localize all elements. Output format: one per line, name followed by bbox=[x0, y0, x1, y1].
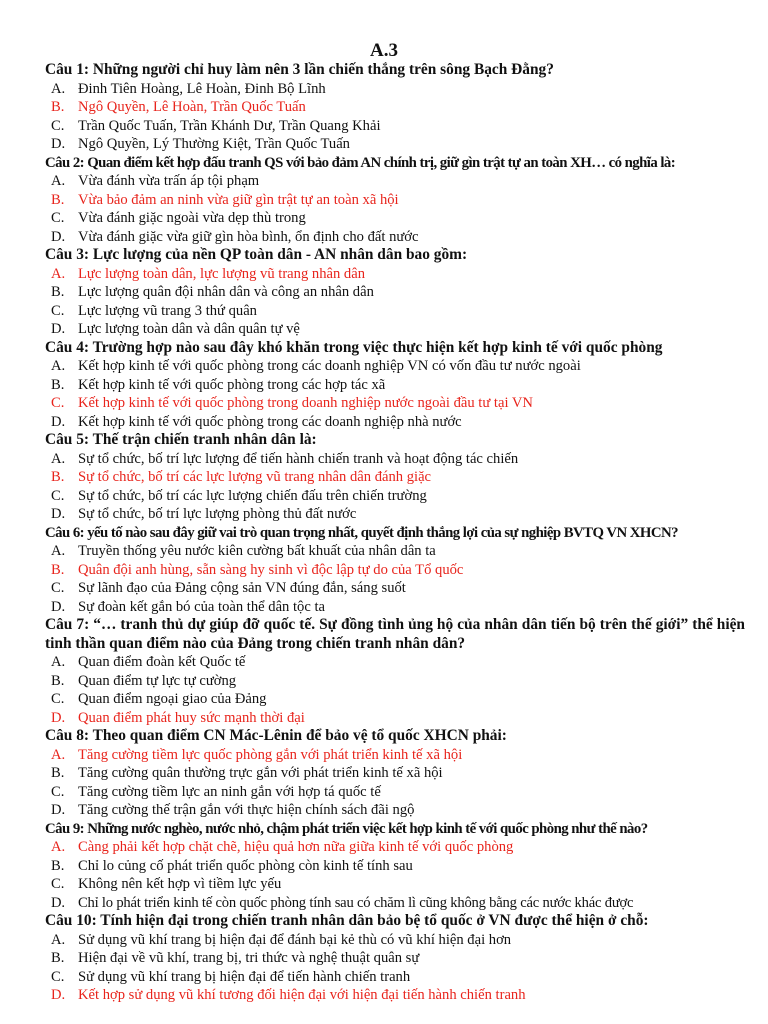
option-text: Tăng cường thế trận gắn với thực hiện chính sách đãi ngộ bbox=[78, 802, 415, 818]
option-letter: B. bbox=[51, 672, 65, 689]
answer-option bbox=[45, 413, 745, 432]
option-letter: C. bbox=[51, 395, 65, 411]
option-letter: C. bbox=[51, 117, 65, 134]
answer-option bbox=[45, 801, 745, 820]
answer-option bbox=[45, 450, 745, 469]
option-text: Sự tổ chức, bố trí các lực lượng vũ trang nhân dân đánh giặc bbox=[78, 469, 432, 485]
option-letter: B. bbox=[51, 561, 65, 578]
option-letter: B. bbox=[51, 857, 65, 874]
option-letter: A. bbox=[51, 931, 66, 948]
option-letter: C. bbox=[51, 580, 65, 596]
option-text: Chỉ lo phát triển kinh tế còn quốc phòng tính sau có chăm lì cũng không bằng các nước khác được bbox=[78, 894, 634, 911]
option-text: Lực lượng toàn dân, lực lượng vũ trang nhân dân bbox=[78, 265, 365, 282]
answer-option bbox=[45, 228, 745, 247]
answer-option bbox=[45, 283, 745, 302]
answer-option bbox=[45, 690, 745, 709]
answer-option bbox=[45, 376, 745, 395]
question-1: Câu 1: Những người chỉ huy làm nên 3 lần chiến thắng trên sông Bạch Đằng? bbox=[45, 61, 554, 78]
option-letter: A. bbox=[51, 839, 66, 855]
option-text: Lực lượng toàn dân và dân quân tự vệ bbox=[78, 321, 300, 337]
option-text: Kết hợp kinh tế với quốc phòng trong doanh nghiệp nước ngoài đầu tư tại VN bbox=[78, 395, 533, 411]
option-letter: B. bbox=[51, 376, 65, 393]
option-text: Vừa đánh vừa trấn áp tội phạm bbox=[78, 173, 260, 189]
answer-option bbox=[45, 505, 745, 524]
answer-option bbox=[45, 209, 745, 228]
option-letter: A. bbox=[51, 450, 66, 467]
option-text: Ngô Quyền, Lý Thường Kiệt, Trần Quốc Tuấn bbox=[78, 136, 350, 152]
option-letter: D. bbox=[51, 709, 66, 726]
answer-option bbox=[45, 783, 745, 802]
option-text: Quan điểm ngoại giao của Đảng bbox=[78, 691, 267, 707]
option-letter: C. bbox=[51, 210, 65, 226]
option-text: Sử dụng vũ khí trang bị hiện đại để tiến hành chiến tranh bbox=[78, 968, 411, 985]
question-7: Câu 7: “… tranh thủ dự giúp đỡ quốc tế. Sự đồng tình ủng hộ của nhân dân tiến bộ trên thế giới” thể hiện tinh thần quan điểm nào của Đảng trong chiến tranh nhân dân? bbox=[45, 616, 745, 652]
option-text: Càng phải kết hợp chặt chẽ, hiệu quả hơn nữa giữa kinh tế với quốc phòng bbox=[78, 839, 514, 855]
option-letter: B. bbox=[51, 469, 65, 485]
option-text: Kết hợp sử dụng vũ khí tương đối hiện đại với hiện đại tiến hành chiến tranh bbox=[78, 987, 526, 1003]
option-letter: A. bbox=[51, 654, 66, 670]
answer-option bbox=[45, 579, 745, 598]
answer-option bbox=[45, 949, 745, 968]
option-text: Quan điểm phát huy sức mạnh thời đại bbox=[78, 709, 305, 726]
option-letter: B. bbox=[51, 284, 65, 300]
option-letter: A. bbox=[51, 543, 66, 559]
answer-option-correct bbox=[45, 468, 745, 487]
option-text: Kết hợp kinh tế với quốc phòng trong các doanh nghiệp VN có vốn đầu tư nước ngoài bbox=[78, 358, 581, 374]
question-4: Câu 4: Trường hợp nào sau đây khó khăn trong việc thực hiện kết hợp kinh tế với quốc phòng bbox=[45, 338, 663, 356]
option-letter: B. bbox=[51, 950, 65, 966]
question-2: Câu 2: Quan điểm kết hợp đấu tranh QS với bảo đảm AN chính trị, giữ gìn trật tự an toàn XH… có nghĩa là: bbox=[45, 154, 676, 171]
option-text: Quân đội anh hùng, sẵn sàng hy sinh vì độc lập tự do của Tổ quốc bbox=[78, 561, 464, 578]
option-text: Sự tổ chức, bố trí lực lượng để tiến hành chiến tranh và hoạt động tác chiến bbox=[78, 450, 519, 467]
answer-option bbox=[45, 857, 745, 876]
option-letter: D. bbox=[51, 598, 66, 615]
option-letter: A. bbox=[51, 265, 66, 282]
answer-option bbox=[45, 764, 745, 783]
answer-option bbox=[45, 894, 745, 913]
question-9: Câu 9: Những nước nghèo, nước nhỏ, chậm phát triển việc kết hợp kinh tế với quốc phòng như thế nào? bbox=[45, 820, 648, 837]
option-letter: C. bbox=[51, 487, 65, 504]
answer-option bbox=[45, 598, 745, 617]
option-letter: D. bbox=[51, 987, 66, 1003]
answer-option-correct bbox=[45, 98, 745, 117]
answer-option bbox=[45, 117, 745, 136]
answer-option-correct bbox=[45, 838, 745, 857]
option-letter: C. bbox=[51, 783, 65, 800]
answer-option bbox=[45, 931, 745, 950]
option-text: Truyền thống yêu nước kiên cường bất khuất của nhân dân ta bbox=[78, 543, 436, 559]
option-text: Tăng cường quân thường trực gắn với phát triển kinh tế xã hội bbox=[78, 765, 443, 781]
option-text: Đinh Tiên Hoàng, Lê Hoàn, Đinh Bộ Lĩnh bbox=[78, 80, 326, 97]
option-letter: D. bbox=[51, 228, 66, 245]
option-text: Sự tổ chức, bố trí các lực lượng chiến đấu trên chiến trường bbox=[78, 487, 427, 504]
answer-option-correct bbox=[45, 986, 745, 1005]
answer-option bbox=[45, 80, 745, 99]
option-letter: C. bbox=[51, 302, 65, 319]
answer-option-correct bbox=[45, 265, 745, 284]
option-letter: C. bbox=[51, 876, 65, 892]
option-letter: A. bbox=[51, 358, 66, 374]
option-letter: B. bbox=[51, 765, 65, 781]
option-letter: D. bbox=[51, 894, 65, 911]
answer-option bbox=[45, 875, 745, 894]
answer-option-correct bbox=[45, 561, 745, 580]
answer-option bbox=[45, 968, 745, 987]
answer-option bbox=[45, 542, 745, 561]
option-text: Vừa bảo đảm an ninh vừa giữ gìn trật tự an toàn xã hội bbox=[78, 191, 399, 208]
option-text: Tăng cường tiềm lực quốc phòng gắn với phát triển kinh tế xã hội bbox=[78, 746, 463, 763]
answer-option bbox=[45, 135, 745, 154]
answer-option-correct bbox=[45, 394, 745, 413]
answer-option bbox=[45, 172, 745, 191]
option-text: Sự đoàn kết gắn bó của toàn thể dân tộc ta bbox=[78, 598, 326, 615]
answer-option bbox=[45, 653, 745, 672]
option-text: Chỉ lo củng cố phát triển quốc phòng còn kinh tế tính sau bbox=[78, 857, 413, 874]
option-text: Quan điểm tự lực tự cường bbox=[78, 672, 237, 689]
option-text: Lực lượng vũ trang 3 thứ quân bbox=[78, 302, 257, 319]
option-letter: D. bbox=[51, 802, 66, 818]
option-letter: D. bbox=[51, 506, 66, 522]
answer-option-correct bbox=[45, 709, 745, 728]
page-title: A.3 bbox=[370, 40, 398, 61]
option-letter: D. bbox=[51, 413, 66, 430]
answer-option-correct bbox=[45, 746, 745, 765]
option-letter: C. bbox=[51, 968, 65, 985]
question-6: Câu 6: yếu tố nào sau đây giữ vai trò quan trọng nhất, quyết định thắng lợi của sự nghiệp BVTQ VN XHCN? bbox=[45, 524, 678, 541]
option-text: Sự tổ chức, bố trí lực lượng phòng thủ đất nước bbox=[78, 506, 357, 522]
option-letter: D. bbox=[51, 136, 66, 152]
option-text: Không nên kết hợp vì tiềm lực yếu bbox=[78, 876, 282, 892]
option-text: Vừa đánh giặc vừa giữ gìn hòa bình, ổn định cho đất nước bbox=[78, 228, 419, 245]
option-text: Kết hợp kinh tế với quốc phòng trong các hợp tác xã bbox=[78, 376, 386, 393]
answer-option-correct bbox=[45, 191, 745, 210]
option-text: Sử dụng vũ khí trang bị hiện đại để đánh bại kẻ thù có vũ khí hiện đại hơn bbox=[78, 931, 512, 948]
answer-option bbox=[45, 487, 745, 506]
option-letter: B. bbox=[51, 191, 65, 208]
option-text: Quan điểm đoàn kết Quốc tế bbox=[78, 654, 246, 670]
question-8: Câu 8: Theo quan điểm CN Mác-Lênin để bảo vệ tổ quốc XHCN phải: bbox=[45, 727, 507, 744]
option-text: Trần Quốc Tuấn, Trần Khánh Dư, Trần Quang Khải bbox=[78, 117, 381, 134]
question-3: Câu 3: Lực lượng của nền QP toàn dân - AN nhân dân bao gồm: bbox=[45, 246, 468, 263]
option-letter: A. bbox=[51, 173, 66, 189]
question-10: Câu 10: Tính hiện đại trong chiến tranh nhân dân bảo bệ tổ quốc ở VN được thể hiện ở chỗ: bbox=[45, 912, 649, 929]
option-text: Vừa đánh giặc ngoài vừa dẹp thù trong bbox=[78, 210, 306, 226]
question-list bbox=[45, 61, 745, 1005]
option-letter: A. bbox=[51, 80, 66, 97]
question-5: Câu 5: Thế trận chiến tranh nhân dân là: bbox=[45, 431, 317, 448]
option-text: Lực lượng quân đội nhân dân và công an nhân dân bbox=[78, 284, 374, 300]
option-text: Hiện đại về vũ khí, trang bị, tri thức và nghệ thuật quân sự bbox=[78, 950, 420, 966]
option-text: Kết hợp kinh tế với quốc phòng trong các doanh nghiệp nhà nước bbox=[78, 413, 462, 430]
answer-option bbox=[45, 302, 745, 321]
option-letter: B. bbox=[51, 99, 65, 115]
option-letter: A. bbox=[51, 746, 66, 763]
option-text: Tăng cường tiềm lực an ninh gắn với hợp tá quốc tế bbox=[78, 783, 381, 800]
answer-option bbox=[45, 320, 745, 339]
answer-option bbox=[45, 357, 745, 376]
option-letter: C. bbox=[51, 691, 65, 707]
option-letter: D. bbox=[51, 321, 66, 337]
option-text: Ngô Quyền, Lê Hoàn, Trần Quốc Tuấn bbox=[78, 99, 306, 115]
option-text: Sự lãnh đạo của Đảng cộng sản VN đúng đắn, sáng suốt bbox=[78, 580, 406, 596]
answer-option bbox=[45, 672, 745, 691]
